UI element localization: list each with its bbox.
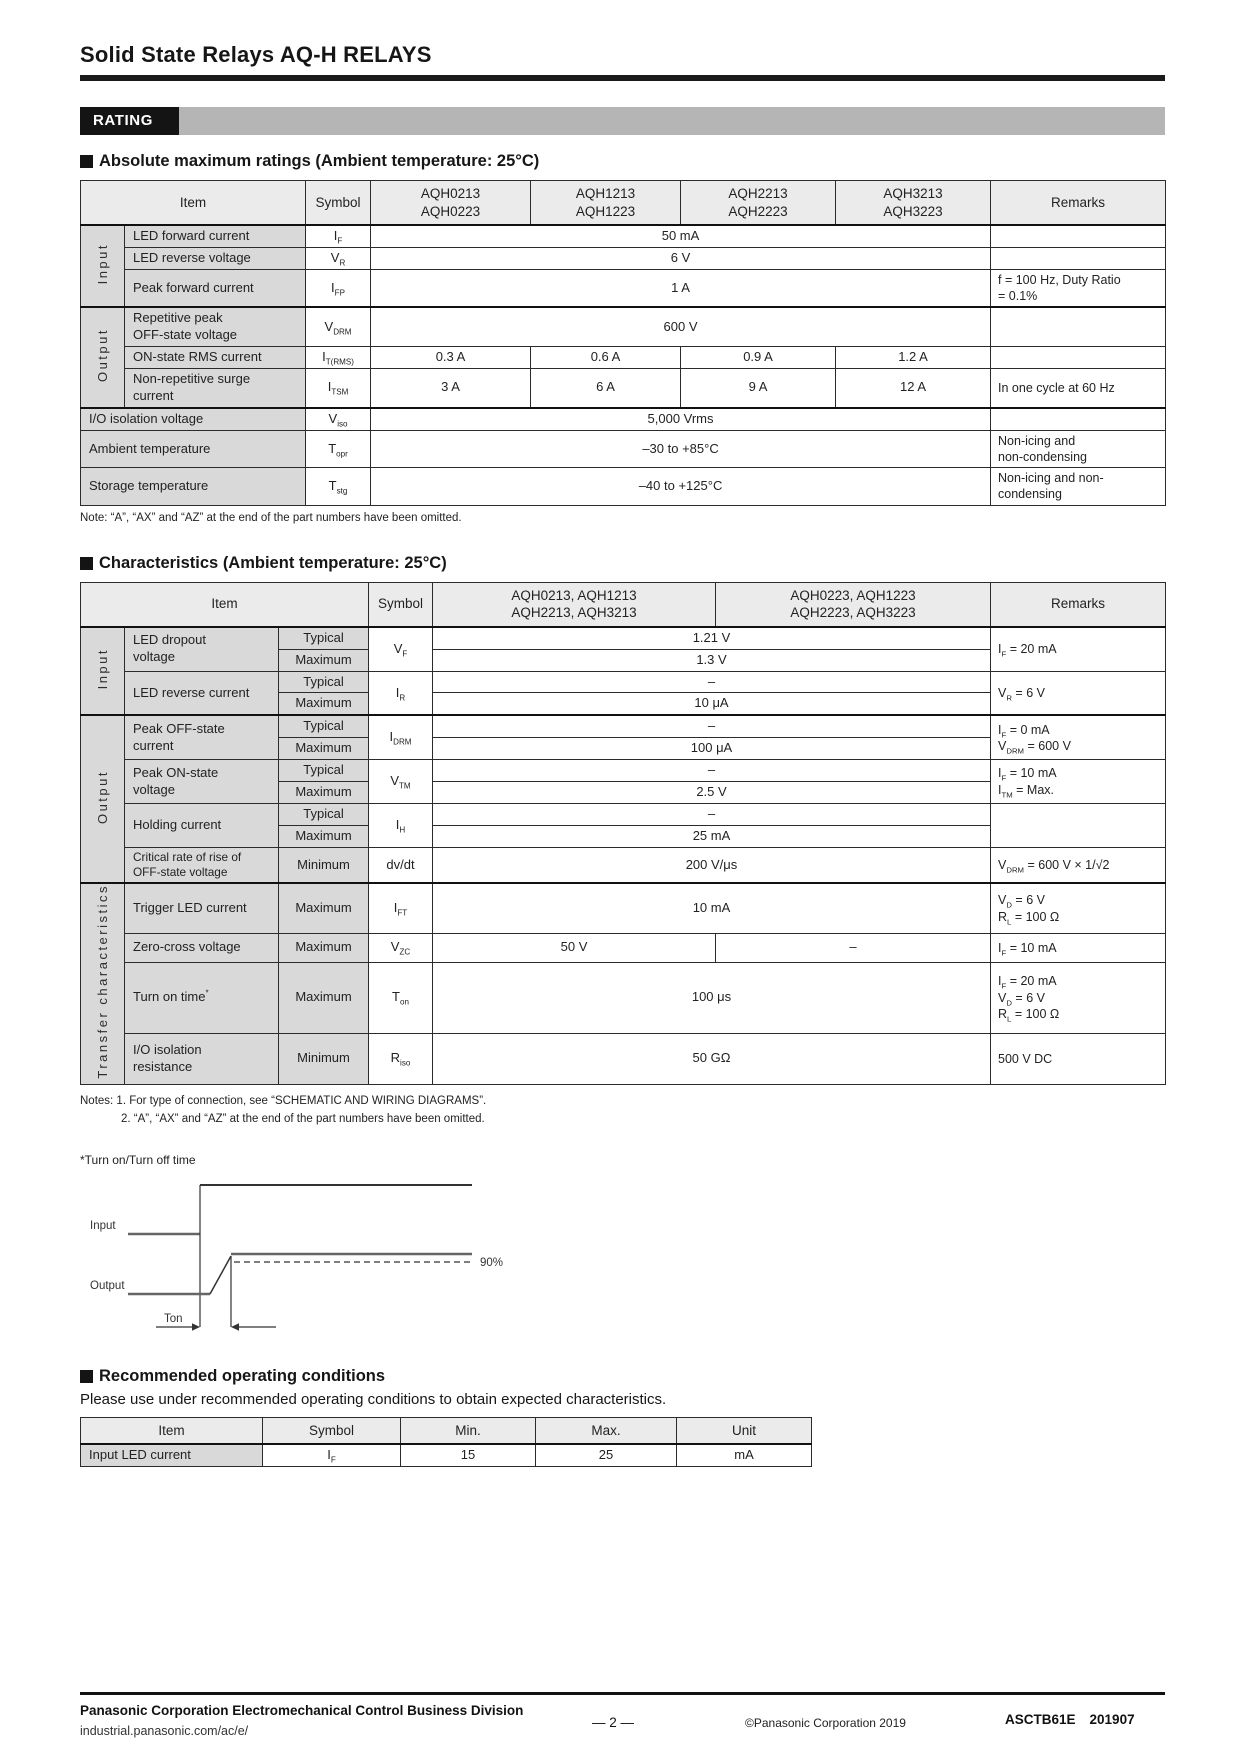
value-cell: – [433, 671, 991, 693]
value-cell: 3 A [371, 369, 531, 408]
rating-section-bar [80, 107, 1165, 135]
remarks-cell [991, 225, 1166, 247]
remarks-cell: $V_D = 6$ V $R_L = 100$ Ω [991, 883, 1166, 933]
characteristics-heading-text: Characteristics (Ambient temperature: 25°C) [99, 553, 447, 572]
item-cell: Peak OFF-state current [125, 715, 279, 759]
ton-label: Ton [164, 1312, 183, 1325]
timing-output-label: Output [90, 1279, 125, 1292]
value-cell: 9 A [681, 369, 836, 408]
footer-page-number: — 2 — [592, 1715, 635, 1730]
item-cell: Storage temperature [81, 468, 306, 506]
qualifier-cell: Typical [279, 760, 369, 782]
header-cell-part-col1: AQH0213 AQH0223 [371, 181, 531, 226]
title-rule [80, 75, 1165, 81]
group-label-input: Input [95, 243, 110, 285]
item-cell: Turn on time* [125, 962, 279, 1033]
remarks-cell: 500 V DC [991, 1033, 1166, 1084]
turn-on-timing-diagram [80, 1173, 580, 1345]
item-cell: Holding current [125, 803, 279, 847]
header-cell-item: Item [81, 582, 369, 627]
item-cell: Non-repetitive surge current [125, 369, 306, 408]
remarks-cell: $I_F = 20$ mA $V_D = 6$ V $R_L = 100$ Ω [991, 962, 1166, 1033]
remarks-cell: In one cycle at 60 Hz [991, 369, 1166, 408]
qualifier-cell: Minimum [279, 1033, 369, 1084]
footer-doc-code-id: ASCTB61E [1005, 1712, 1076, 1727]
symbol-cell: $I_F$ [306, 225, 371, 247]
characteristics-note-2: 2. “A”, “AX” and “AZ” at the end of the part numbers have been omitted. [121, 1112, 485, 1125]
value-cell: 1.2 A [836, 347, 991, 369]
footer-copyright: ©Panasonic Corporation 2019 [745, 1716, 906, 1730]
value-cell: 50 V [433, 933, 716, 962]
value-cell: 12 A [836, 369, 991, 408]
characteristics-notes [80, 1093, 1165, 1129]
recommended-heading-text: Recommended operating conditions [99, 1366, 386, 1385]
remarks-cell: f = 100 Hz, Duty Ratio = 0.1% [991, 269, 1166, 307]
remarks-cell [991, 347, 1166, 369]
group-cell-output [81, 715, 125, 883]
symbol-cell: $I_H$ [369, 803, 433, 847]
group-label-output: Output [95, 769, 110, 824]
remarks-cell [991, 247, 1166, 269]
footer-doc-code [1005, 1712, 1135, 1727]
abs-max-heading-text: Absolute maximum ratings (Ambient temperature: 25°C) [99, 152, 540, 170]
abs-table-note: Note: “A”, “AX” and “AZ” at the end of the part numbers have been omitted. [80, 511, 462, 524]
square-bullet-icon [80, 557, 93, 570]
value-cell: 10 mA [433, 883, 991, 933]
item-cell: Zero-cross voltage [125, 933, 279, 962]
qualifier-cell: Maximum [279, 825, 369, 847]
header-cell-symbol: Symbol [263, 1417, 401, 1444]
value-cell: 100 μs [433, 962, 991, 1033]
remarks-cell: $I_F = 10$ mA [991, 933, 1166, 962]
item-cell: Critical rate of rise of OFF-state voltage [125, 847, 279, 883]
group-label-output: Output [95, 328, 110, 383]
item-cell: I/O isolation resistance [125, 1033, 279, 1084]
qualifier-cell: Maximum [279, 649, 369, 671]
characteristics-table [80, 582, 1166, 1085]
qualifier-cell: Maximum [279, 693, 369, 715]
timing-caption: *Turn on/Turn off time [80, 1152, 196, 1167]
remarks-cell: $I_F = 10$ mA $I_{TM}$ = Max. [991, 760, 1166, 804]
item-cell: LED reverse current [125, 671, 279, 715]
footer-doc-code-date: 201907 [1089, 1712, 1135, 1727]
value-cell: 600 V [371, 307, 991, 346]
qualifier-cell: Maximum [279, 883, 369, 933]
remarks-cell: $V_R = 6$ V [991, 671, 1166, 715]
ton-arrow-right-icon [192, 1323, 200, 1331]
item-cell: Peak ON-state voltage [125, 760, 279, 804]
symbol-cell: $I_{T(RMS)}$ [306, 347, 371, 369]
value-cell: – [716, 933, 991, 962]
header-cell-item: Item [81, 1417, 263, 1444]
remarks-cell [991, 307, 1166, 346]
qualifier-cell: Typical [279, 803, 369, 825]
item-cell: Trigger LED current [125, 883, 279, 933]
rating-section-label: RATING [80, 107, 179, 135]
value-cell: 5,000 Vrms [371, 408, 991, 430]
group-label-input: Input [95, 647, 110, 690]
symbol-cell: $V_{TM}$ [369, 760, 433, 804]
value-cell: 6 A [531, 369, 681, 408]
header-cell-remarks: Remarks [991, 582, 1166, 627]
value-cell: 0.6 A [531, 347, 681, 369]
item-cell: LED reverse voltage [125, 247, 306, 269]
qualifier-cell: Minimum [279, 847, 369, 883]
header-cell-part-col4: AQH3213 AQH3223 [836, 181, 991, 226]
value-cell: 15 [401, 1444, 536, 1466]
symbol-cell: $R_{iso}$ [369, 1033, 433, 1084]
header-cell-part-col1: AQH0213, AQH1213 AQH2213, AQH3213 [433, 582, 716, 627]
absolute-max-ratings-table [80, 180, 1166, 506]
group-cell-output [81, 307, 125, 407]
value-cell: –40 to +125°C [371, 468, 991, 506]
symbol-cell: $I_{FT}$ [369, 883, 433, 933]
value-cell: 25 mA [433, 825, 991, 847]
item-cell: Input LED current [81, 1444, 263, 1466]
square-bullet-icon [80, 1370, 93, 1383]
item-cell: Peak forward current [125, 269, 306, 307]
header-cell-symbol: Symbol [306, 181, 371, 226]
symbol-cell: dv/dt [369, 847, 433, 883]
value-cell: mA [677, 1444, 812, 1466]
abs-max-heading [80, 152, 1165, 171]
timing-input-label: Input [90, 1219, 116, 1232]
value-cell: 200 V/μs [433, 847, 991, 883]
header-cell-unit: Unit [677, 1417, 812, 1444]
remarks-cell: $I_F = 0$ mA $V_{DRM} = 600$ V [991, 715, 1166, 759]
qualifier-cell: Typical [279, 671, 369, 693]
value-cell: 2.5 V [433, 782, 991, 804]
footer-company: Panasonic Corporation Electromechanical Control Business Division [80, 1703, 524, 1718]
footer-rule [80, 1692, 1165, 1695]
remarks-cell: $I_F = 20$ mA [991, 627, 1166, 671]
value-cell: 50 mA [371, 225, 991, 247]
remarks-cell: Non-icing and non- condensing [991, 468, 1166, 506]
remarks-cell: $V_{DRM} = 600$ V × 1/√2 [991, 847, 1166, 883]
remarks-cell [991, 803, 1166, 847]
page-title: Solid State Relays AQ-H RELAYS [80, 42, 432, 67]
value-cell: 0.9 A [681, 347, 836, 369]
item-cell: Repetitive peak OFF-state voltage [125, 307, 306, 346]
value-cell: 1.21 V [433, 627, 991, 649]
symbol-cell: $T_{opr}$ [306, 430, 371, 468]
qualifier-cell: Maximum [279, 962, 369, 1033]
value-cell: 6 V [371, 247, 991, 269]
footer-url: industrial.panasonic.com/ac/e/ [80, 1724, 249, 1738]
symbol-cell: $V_{ZC}$ [369, 933, 433, 962]
value-cell: 100 μA [433, 738, 991, 760]
header-cell-min: Min. [401, 1417, 536, 1444]
header-cell-item: Item [81, 181, 306, 226]
recommended-conditions-table [80, 1417, 812, 1467]
square-bullet-icon [80, 155, 93, 168]
qualifier-cell: Maximum [279, 782, 369, 804]
characteristics-heading [80, 554, 1165, 573]
header-cell-part-col2: AQH0223, AQH1223 AQH2223, AQH3223 [716, 582, 991, 627]
value-cell: – [433, 803, 991, 825]
value-cell: 1.3 V [433, 649, 991, 671]
group-label-transfer: Transfer characteristics [95, 884, 110, 1079]
header-cell-symbol: Symbol [369, 582, 433, 627]
header-cell-part-col3: AQH2213 AQH2223 [681, 181, 836, 226]
group-cell-transfer [81, 883, 125, 1084]
item-cell: LED forward current [125, 225, 306, 247]
symbol-cell: $T_{on}$ [369, 962, 433, 1033]
characteristics-note-1: Notes: 1. For type of connection, see “SCHEMATIC AND WIRING DIAGRAMS”. [80, 1094, 487, 1107]
header-cell-part-col2: AQH1213 AQH1223 [531, 181, 681, 226]
remarks-cell [991, 408, 1166, 430]
group-cell-input [81, 225, 125, 307]
symbol-cell: $T_{stg}$ [306, 468, 371, 506]
value-cell: 10 μA [433, 693, 991, 715]
symbol-cell: $I_F$ [263, 1444, 401, 1466]
symbol-cell: $I_{FP}$ [306, 269, 371, 307]
value-cell: –30 to +85°C [371, 430, 991, 468]
item-cell: I/O isolation voltage [81, 408, 306, 430]
qualifier-cell: Maximum [279, 933, 369, 962]
remarks-cell: Non-icing and non-condensing [991, 430, 1166, 468]
symbol-cell: $I_{TSM}$ [306, 369, 371, 408]
header-cell-remarks: Remarks [991, 181, 1166, 226]
qualifier-cell: Maximum [279, 738, 369, 760]
item-cell: LED dropout voltage [125, 627, 279, 671]
symbol-cell: $V_R$ [306, 247, 371, 269]
symbol-cell: $V_{DRM}$ [306, 307, 371, 346]
symbol-cell: $V_F$ [369, 627, 433, 671]
recommended-subtext: Please use under recommended operating conditions to obtain expected characteristics. [80, 1390, 667, 1408]
value-cell: 0.3 A [371, 347, 531, 369]
output-ramp-line [210, 1256, 231, 1294]
qualifier-cell: Typical [279, 627, 369, 649]
symbol-cell: $I_{DRM}$ [369, 715, 433, 759]
symbol-cell: $I_R$ [369, 671, 433, 715]
item-cell: Ambient temperature [81, 430, 306, 468]
item-cell: ON-state RMS current [125, 347, 306, 369]
header-cell-max: Max. [536, 1417, 677, 1444]
ninety-percent-label: 90% [480, 1256, 504, 1269]
value-cell: 50 GΩ [433, 1033, 991, 1084]
recommended-heading [80, 1367, 1165, 1386]
symbol-cell: $V_{iso}$ [306, 408, 371, 430]
value-cell: – [433, 760, 991, 782]
group-cell-input [81, 627, 125, 716]
qualifier-cell: Typical [279, 715, 369, 737]
value-cell: – [433, 715, 991, 737]
value-cell: 1 A [371, 269, 991, 307]
value-cell: 25 [536, 1444, 677, 1466]
ton-arrow-left-icon [231, 1323, 239, 1331]
